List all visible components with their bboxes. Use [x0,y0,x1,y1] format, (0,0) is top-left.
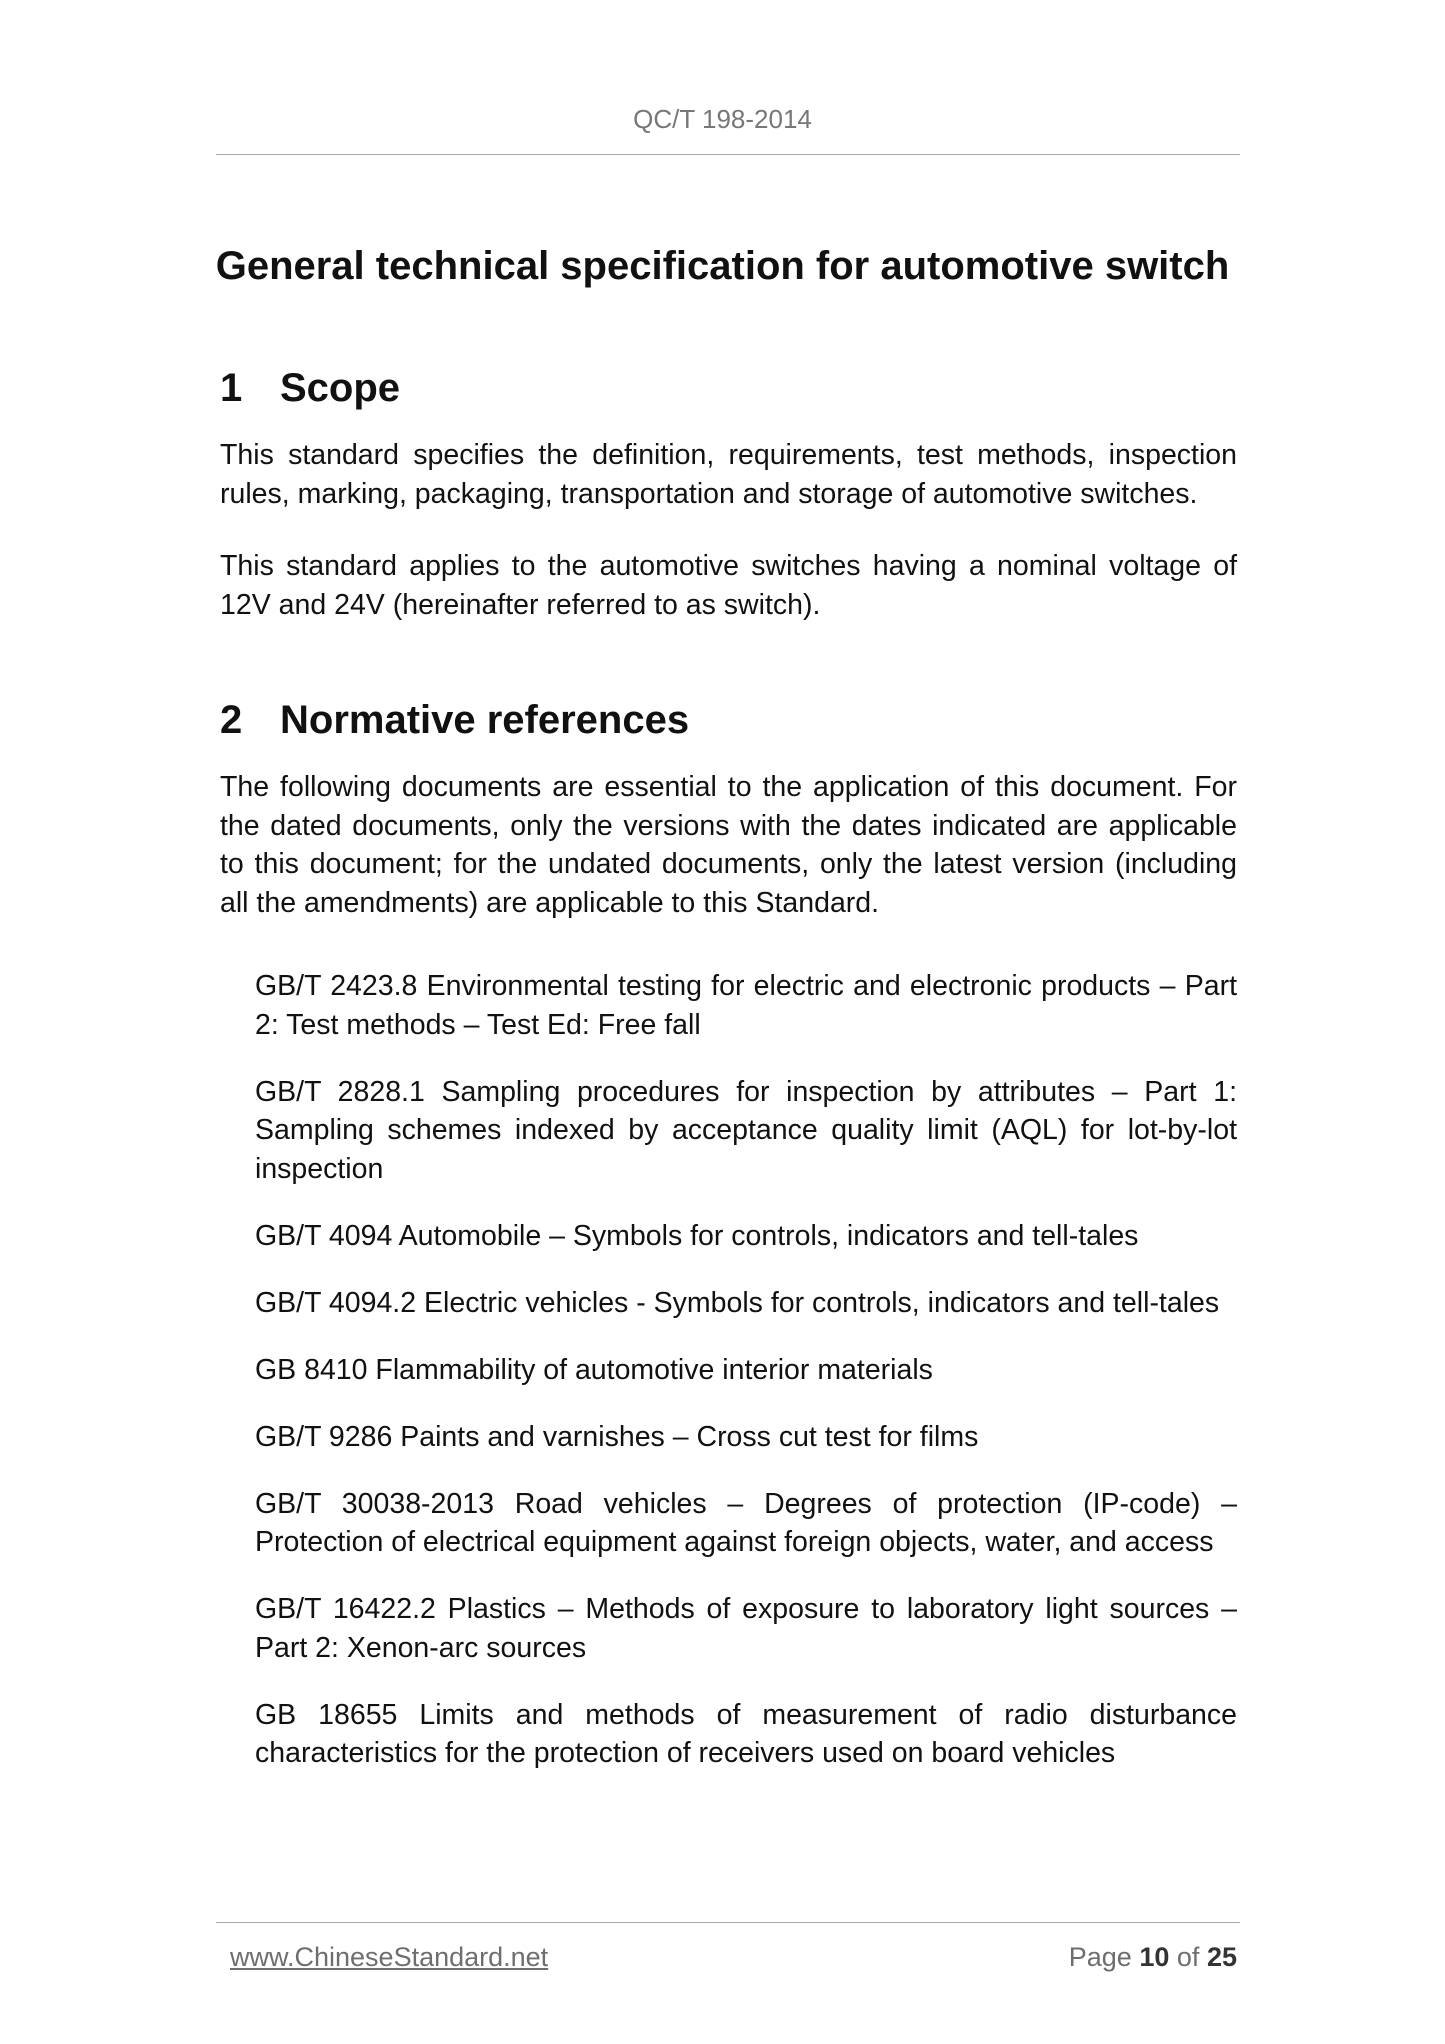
section-title: Normative references [280,698,690,742]
scope-paragraph: This standard applies to the automotive switches having a nominal voltage of 12V and 24V (hereinafter referred to as switch). [220,550,1237,621]
reference-item: GB/T 30038-2013 Road vehicles – Degrees of protection (IP-code) – Protection of electrical equipment against foreign objects, water, and access [255,1487,1237,1558]
reference-item: GB/T 4094.2 Electric vehicles - Symbols for controls, indicators and tell-tales [255,1286,1220,1319]
document-header: QC/T 198-2014 [633,104,812,134]
reference-item: GB/T 16422.2 Plastics – Methods of exposure to laboratory light sources – Part 2: Xenon-arc sources [255,1593,1237,1664]
reference-item: GB/T 4094 Automobile – Symbols for controls, indicators and tell-tales [255,1219,1139,1252]
section-number: 2 [220,698,243,742]
section-number: 1 [220,366,243,410]
section-heading-normative-references [220,698,689,743]
reference-item: GB 18655 Limits and methods of measurement of radio disturbance characteristics for the protection of receivers used on board vehicles [255,1698,1237,1769]
page-prefix: Page [1068,1942,1132,1972]
reference-item: GB/T 2423.8 Environmental testing for electric and electronic products – Part 2: Test methods – Test Ed: Free fall [255,970,1237,1041]
header-divider [216,154,1240,155]
reference-list [255,967,1237,1801]
section-title: Scope [280,366,401,410]
page-number [1069,1942,1237,1973]
page-total: 25 [1206,1942,1237,1972]
normative-intro-paragraph: The following documents are essential to the application of this document. For the dated documents, only the versions with the dates indicated are applicable to this document; for the undated documents, only the latest version (including all the amendments) are applicable to this Standard. [220,771,1237,919]
website-link[interactable]: www.ChineseStandard.net [230,1942,549,1972]
page-of: of [1176,1942,1200,1972]
reference-item: GB/T 2828.1 Sampling procedures for inspection by attributes – Part 1: Sampling schemes indexed by acceptance quality limit (AQL) for lot-by-lot inspection [255,1075,1237,1185]
reference-item: GB/T 9286 Paints and varnishes – Cross cut test for films [255,1420,979,1453]
reference-item: GB 8410 Flammability of automotive interior materials [255,1353,933,1386]
section-heading-scope [220,366,400,411]
page-current: 10 [1139,1942,1170,1972]
footer-divider [216,1922,1240,1923]
scope-paragraph: This standard specifies the definition, requirements, test methods, inspection rules, marking, packaging, transportation and storage of automotive switches. [220,439,1237,510]
document-title: General technical specification for automotive switch [215,244,1230,288]
